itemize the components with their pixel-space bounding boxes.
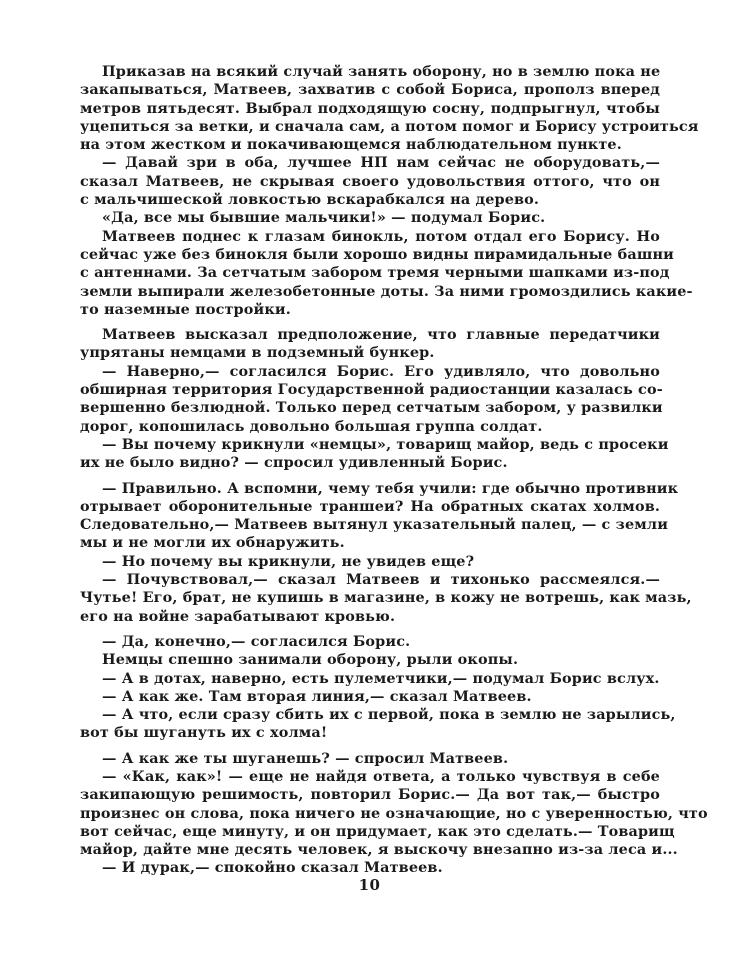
text-line: — Давай зри в оба, лучшее НП нам сейчас не оборудовать,— <box>102 154 660 172</box>
text-line: — А в дотах, наверно, есть пулеметчики,— подумал Борис вслух. <box>102 669 660 687</box>
text-line: вот сейчас, еще минуту, и он придумает, как это сделать.— Товарищ <box>80 822 675 840</box>
text-line: произнес он слова, пока ничего не означающие, но с уверенностью, что <box>80 804 708 822</box>
paragraph <box>80 479 679 553</box>
page-text <box>80 63 708 878</box>
text-line: вот бы шугануть их с холма! <box>80 724 328 742</box>
text-line: упрятаны немцами в подземный бункер. <box>80 344 435 362</box>
text-line: — Наверно,— согласился Борис. Его удивляло, что довольно <box>102 362 660 380</box>
text-line: закипающую решимость, повторил Борис.— Да вот так,— быстро <box>80 786 660 804</box>
paragraph <box>80 571 692 626</box>
text-line: майор, дайте мне десять человек, я выскочу внезапно из-за леса и... <box>80 841 678 859</box>
page-number: 10 <box>358 876 381 894</box>
text-line: Следовательно,— Матвеев вытянул указательный палец, — с земли <box>80 516 669 534</box>
paragraph-gap <box>80 473 660 480</box>
text-line: — А как же ты шуганешь? — спросил Матвеев. <box>102 749 509 767</box>
text-line: то наземные постройки. <box>80 300 291 318</box>
paragraph <box>80 362 663 436</box>
text-line: закапываться, Матвеев, захватив с собой Бориса, прополз вперед <box>80 81 660 99</box>
paragraph <box>80 767 708 859</box>
text-line: обширная территория Государственной радиостанции казалась со- <box>80 381 663 399</box>
text-line: Матвеев поднес к глазам бинокль, потом отдал его Борису. Но <box>102 227 660 245</box>
text-line: на этом жестком и покачивающемся наблюдательном пункте. <box>80 136 622 154</box>
text-line: сказал Матвеев, не скрывая своего удовольствия оттого, что он <box>80 172 660 190</box>
paragraph <box>80 750 660 768</box>
paragraph <box>80 688 660 706</box>
paragraph <box>80 633 660 651</box>
text-line: «Да, все мы бывшие мальчики!» — подумал Борис. <box>102 209 546 227</box>
text-line: с мальчишеской ловкостью вскарабкался на дерево. <box>80 191 540 209</box>
paragraph <box>80 651 660 669</box>
text-line: Немцы спешно занимали оборону, рыли окопы. <box>102 651 519 669</box>
paragraph <box>80 154 660 209</box>
paragraph-gap <box>80 626 660 633</box>
paragraph <box>80 706 676 743</box>
paragraph-gap <box>80 743 660 750</box>
text-line: сейчас уже без бинокля были хорошо видны пирамидальные башни <box>80 245 674 263</box>
text-line: его на войне зарабатывают кровью. <box>80 607 396 625</box>
text-line: — И дурак,— спокойно сказал Матвеев. <box>102 859 443 877</box>
text-line: метров пятьдесят. Выбрал подходящую сосну, подпрыгнул, чтобы <box>80 99 660 117</box>
text-line: — А как же. Там вторая линия,— сказал Матвеев. <box>102 687 532 705</box>
paragraph <box>80 670 660 688</box>
text-line: — Но почему вы крикнули, не увидев еще? <box>102 552 475 570</box>
paragraph-gap <box>80 319 660 326</box>
paragraph <box>80 63 699 154</box>
text-line: земли выпирали железобетонные доты. За ними громоздились какие- <box>80 282 693 300</box>
text-line: — Вы почему крикнули «немцы», товарищ майор, ведь с просеки <box>102 435 669 453</box>
text-line: Чутье! Его, брат, не купишь в магазине, в кожу не вотрешь, как мазь, <box>80 589 692 607</box>
text-line: дорог, копошилась довольно большая группа солдат. <box>80 417 543 435</box>
text-line: — Почувствовал,— сказал Матвеев и тихонько рассмеялся.— <box>102 571 660 589</box>
text-line: — «Как, как»! — еще не найдя ответа, а только чувствуя в себе <box>102 767 660 785</box>
text-line: Приказав на всякий случай занять оборону, но в землю пока не <box>102 63 661 80</box>
text-line: вершенно безлюдной. Только перед сетчатым забором, у развилки <box>80 399 663 417</box>
text-line: отрывает оборонительные траншеи? На обратных скатах холмов. <box>80 497 660 515</box>
paragraph <box>80 209 660 227</box>
paragraph <box>80 326 660 363</box>
text-line: Матвеев высказал предположение, что главные передатчики <box>102 326 660 344</box>
text-line: их не было видно? — спросил удивленный Борис. <box>80 454 508 472</box>
text-line: мы и не могли их обнаружить. <box>80 534 345 552</box>
paragraph <box>80 227 693 319</box>
paragraph <box>80 553 660 571</box>
text-line: уцепиться за ветки, и сначала сам, а потом помог и Борису устроиться <box>80 117 699 135</box>
paragraph <box>80 435 669 473</box>
text-line: — Правильно. А вспомни, чему тебя учили: где обычно противник <box>102 479 679 497</box>
text-line: — А что, если сразу сбить их с первой, пока в землю не зарылись, <box>102 706 676 724</box>
text-line: — Да, конечно,— согласился Борис. <box>102 632 411 650</box>
text-line: с антеннами. За сетчатым забором тремя черными шапками из-под <box>80 264 670 282</box>
